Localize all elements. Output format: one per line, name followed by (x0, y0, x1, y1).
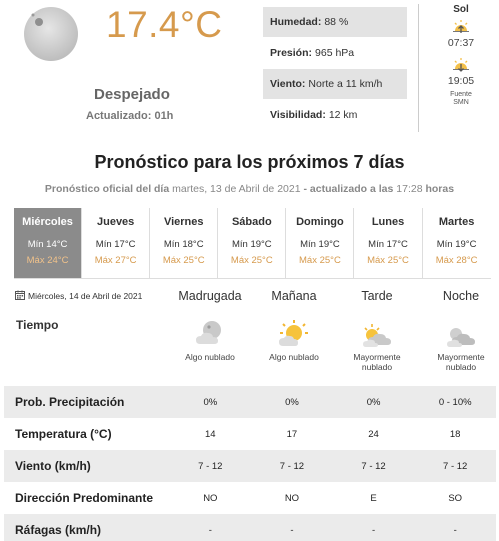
sunset-time: 19:05 (447, 75, 475, 87)
row-temperature: Temperatura (°C) 14 17 24 18 (15, 427, 461, 441)
divider (418, 4, 419, 132)
period-tarde: Tarde (361, 289, 393, 303)
current-stats (263, 7, 407, 131)
row-wind: Viento (km/h) 7 - 12 7 - 12 7 - 12 7 - 12 (4, 450, 496, 482)
row-direction: Dirección Predominante NO NO E SO (15, 491, 463, 505)
day-tab-martes[interactable]: Martes Mín 19°C Máx 28°C (435, 216, 478, 266)
stat-pressure: Presión: 965 hPa (263, 38, 407, 69)
weather-madrugada: Algo nublado (168, 318, 252, 362)
period-manana: Mañana (271, 289, 317, 303)
day-tab-lunes[interactable]: Lunes Mín 17°C Máx 25°C (354, 208, 422, 278)
day-tab-viernes[interactable]: Viernes Mín 18°C Máx 25°C (150, 208, 218, 278)
updated-label: Actualizado: 01h (86, 110, 174, 122)
stat-visibility: Visibilidad: 12 km (263, 100, 407, 131)
period-madrugada: Madrugada (178, 289, 242, 303)
detail-date-text: Miércoles, 14 de Abril de 2021 (28, 291, 143, 301)
weather-noche: Mayormente nublado (419, 318, 499, 372)
sunrise-time: 07:37 (447, 37, 475, 49)
day-tabs (14, 208, 491, 278)
weather-manana: Algo nublado (252, 318, 336, 362)
sunset-icon (432, 55, 490, 75)
day-tab-domingo[interactable]: Domingo Mín 19°C Máx 25°C (286, 208, 354, 278)
weather-tarde: Mayormente nublado (335, 318, 419, 372)
stat-wind: Viento: Norte a 11 km/h (263, 69, 407, 100)
current-description: Despejado (94, 86, 170, 103)
forecast-subtitle: Pronóstico oficial del día martes, 13 de Abril de 2021 - actualizado a las 17:28 horas (44, 183, 455, 195)
tabs-bottom-border (14, 278, 491, 279)
moon-cloud-icon (168, 318, 252, 350)
stat-humidity: Humedad: 88 % (263, 7, 407, 38)
moon-clouds-icon (419, 318, 499, 350)
forecast-title: Pronóstico para los próximos 7 días (94, 152, 405, 172)
row-precipitation: Prob. Precipitación 0% 0% 0% 0 - 10% (4, 386, 496, 418)
calendar-icon (15, 290, 25, 302)
source-label-1: Fuente (450, 91, 472, 98)
detail-date (15, 290, 142, 302)
row-gusts: Ráfagas (km/h) - - - - (4, 514, 496, 541)
sun-panel (432, 4, 490, 107)
sun-clouds-icon (335, 318, 419, 350)
period-noche: Noche (442, 289, 480, 303)
tiempo-label: Tiempo (16, 318, 59, 332)
sun-title: Sol (453, 4, 469, 15)
current-temperature: 17.4°C (106, 4, 223, 45)
day-tab-jueves[interactable]: Jueves Mín 17°C Máx 27°C (82, 208, 150, 278)
sunrise-icon (432, 17, 490, 37)
day-tab-miercoles[interactable]: Miércoles Mín 14°C Máx 24°C (14, 208, 82, 278)
sun-cloud-icon (252, 318, 336, 350)
moon-clear-icon (22, 5, 80, 63)
day-tab-sabado[interactable]: Sábado Mín 19°C Máx 25°C (218, 208, 286, 278)
source-label-2: SMN (453, 99, 469, 106)
